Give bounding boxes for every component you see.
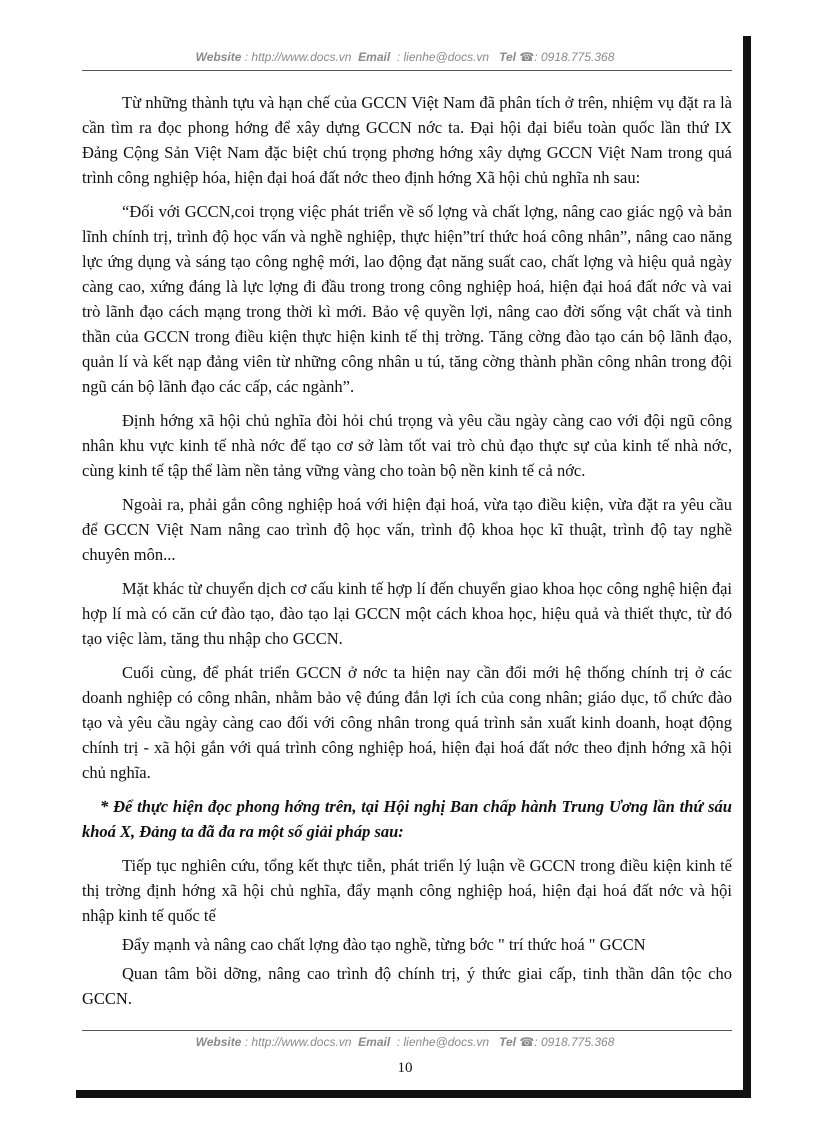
footer-website-url[interactable]: : http://www.docs.vn <box>244 1035 352 1049</box>
paragraph: “Đối với GCCN,coi trọng việc phát triển về số lợng và chất lợng, nâng cao giác ngộ và bản lĩnh chính trị, trình độ học vấn và nghề nghiệp, thực hiện”trí thức hoá công nhân”, nâng cao năng lực ứng dụng và sáng tạo công nghệ mới, lao động đạt năng suất cao, chất lợng và hiệu quả ngày càng cao, xứng đáng là lực lợng đi đầu trong trong công nghiệp hoá, hiện đại hoá đất nớc và vai trò lãnh đạo cách mạng trong thời kì mới. Bảo vệ quyền lợi, nâng cao đời sống vật chất và tinh thần của GCCN trong điều kiện thực hiện kinh tế thị trờng. Tăng cờng đào tạo cán bộ lãnh đạo, quản lí và kết nạp đảng viên từ những công nhân u tú, tăng cờng thành phần công nhân trong đội ngũ cán bộ lãnh đạo các cấp, các ngành”. <box>82 202 732 396</box>
footer-tel-label: Tel <box>499 1035 516 1049</box>
solution-item: Quan tâm bồi dỡng, nâng cao trình độ chính trị, ý thức giai cấp, tinh thần dân tộc cho GCCN. <box>82 964 732 1008</box>
paragraph: Từ những thành tựu và hạn chế của GCCN Việt Nam đã phân tích ở trên, nhiệm vụ đặt ra là cần tìm ra đọc phong hớng để xây dựng GCCN nớc ta. Đại hội đại biểu toàn quốc lần thứ IX Đảng Cộng Sản Việt Nam đặc biệt chú trọng phơng hớng xây dựng GCCN Việt Nam trong quá trình công nghiệp hóa, hiện đại hoá đất nớc theo định hớng Xã hội chủ nghĩa nh sau: <box>82 93 732 187</box>
page-footer <box>70 1035 740 1049</box>
footer-tel-value: : 0918.775.368 <box>534 1035 615 1049</box>
footer-email-label: Email <box>358 1035 391 1049</box>
page-header <box>70 50 740 64</box>
section-heading: * Để thực hiện đọc phong hớng trên, tại Hội nghị Ban chấp hành Trung Ương lần thứ sáu khoá X, Đảng ta đã đa ra một số giải pháp sau: <box>82 797 732 841</box>
phone-icon: ☎ <box>519 50 535 64</box>
page-shadow-right <box>743 36 751 1096</box>
solution-item: Đẩy mạnh và nâng cao chất lợng đào tạo nghề, từng bớc " trí thức hoá " GCCN <box>122 935 646 954</box>
header-website-label: Website <box>195 50 242 64</box>
phone-icon: ☎ <box>519 1035 535 1049</box>
header-rule <box>82 70 732 71</box>
footer-website-label: Website <box>195 1035 242 1049</box>
header-email-value[interactable]: : lienhe@docs.vn <box>396 50 490 64</box>
header-website-url[interactable]: : http://www.docs.vn <box>244 50 352 64</box>
header-tel-label: Tel <box>499 50 516 64</box>
paragraph: Cuối cùng, để phát triển GCCN ở nớc ta hiện nay cần đổi mới hệ thống chính trị ở các doanh nghiệp có công nhân, nhằm bảo vệ đúng đắn lợi ích của cong nhân; giáo dục, tổ chức đào tạo và yêu cầu ngày càng cao đối với công nhân trong quá trình sản xuất kinh doanh, hoạt động chính trị - xã hội gắn với quá trình công nghiệp hoá, hiện đại hoá đất nớc theo định hớng xã hội chủ nghĩa. <box>82 663 732 782</box>
footer-email-value[interactable]: : lienhe@docs.vn <box>396 1035 490 1049</box>
footer-rule <box>82 1030 732 1031</box>
page-number: 10 <box>397 1060 413 1076</box>
document-body <box>82 90 732 1015</box>
solution-item: Tiếp tục nghiên cứu, tổng kết thực tiễn, phát triển lý luận về GCCN trong điều kiện kinh tế thị trờng định hớng xã hội chủ nghĩa, đẩy mạnh công nghiệp hoá, hiện đại hoá đất nớc và hội nhập kinh tế quốc tế <box>82 856 732 925</box>
page-shadow-bottom <box>76 1090 751 1098</box>
header-email-label: Email <box>358 50 391 64</box>
paragraph: Định hớng xã hội chủ nghĩa đòi hỏi chú trọng và yêu cầu ngày càng cao với đội ngũ công nhân khu vực kinh tế nhà nớc để tạo cơ sở làm tốt vai trò chủ đạo thực sự của kinh tế nhà nớc, cùng kinh tế tập thể làm nền tảng vững vàng cho toàn bộ nền kinh tế cả nớc. <box>82 411 732 480</box>
header-tel-value: : 0918.775.368 <box>534 50 615 64</box>
paragraph: Ngoài ra, phải gắn công nghiệp hoá với hiện đại hoá, vừa tạo điều kiện, vừa đặt ra yêu cầu để GCCN Việt Nam nâng cao trình độ học vấn, trình độ khoa học kĩ thuật, trình độ tay nghề chuyên môn... <box>82 495 732 564</box>
paragraph: Mặt khác từ chuyển dịch cơ cấu kinh tế hợp lí đến chuyển giao khoa học công nghệ hiện đại hợp lí mà có căn cứ đào tạo, đào tạo lại GCCN một cách khoa học, hiệu quả và thiết thực, từ đó tạo việc làm, tăng thu nhập cho GCCN. <box>82 579 732 648</box>
